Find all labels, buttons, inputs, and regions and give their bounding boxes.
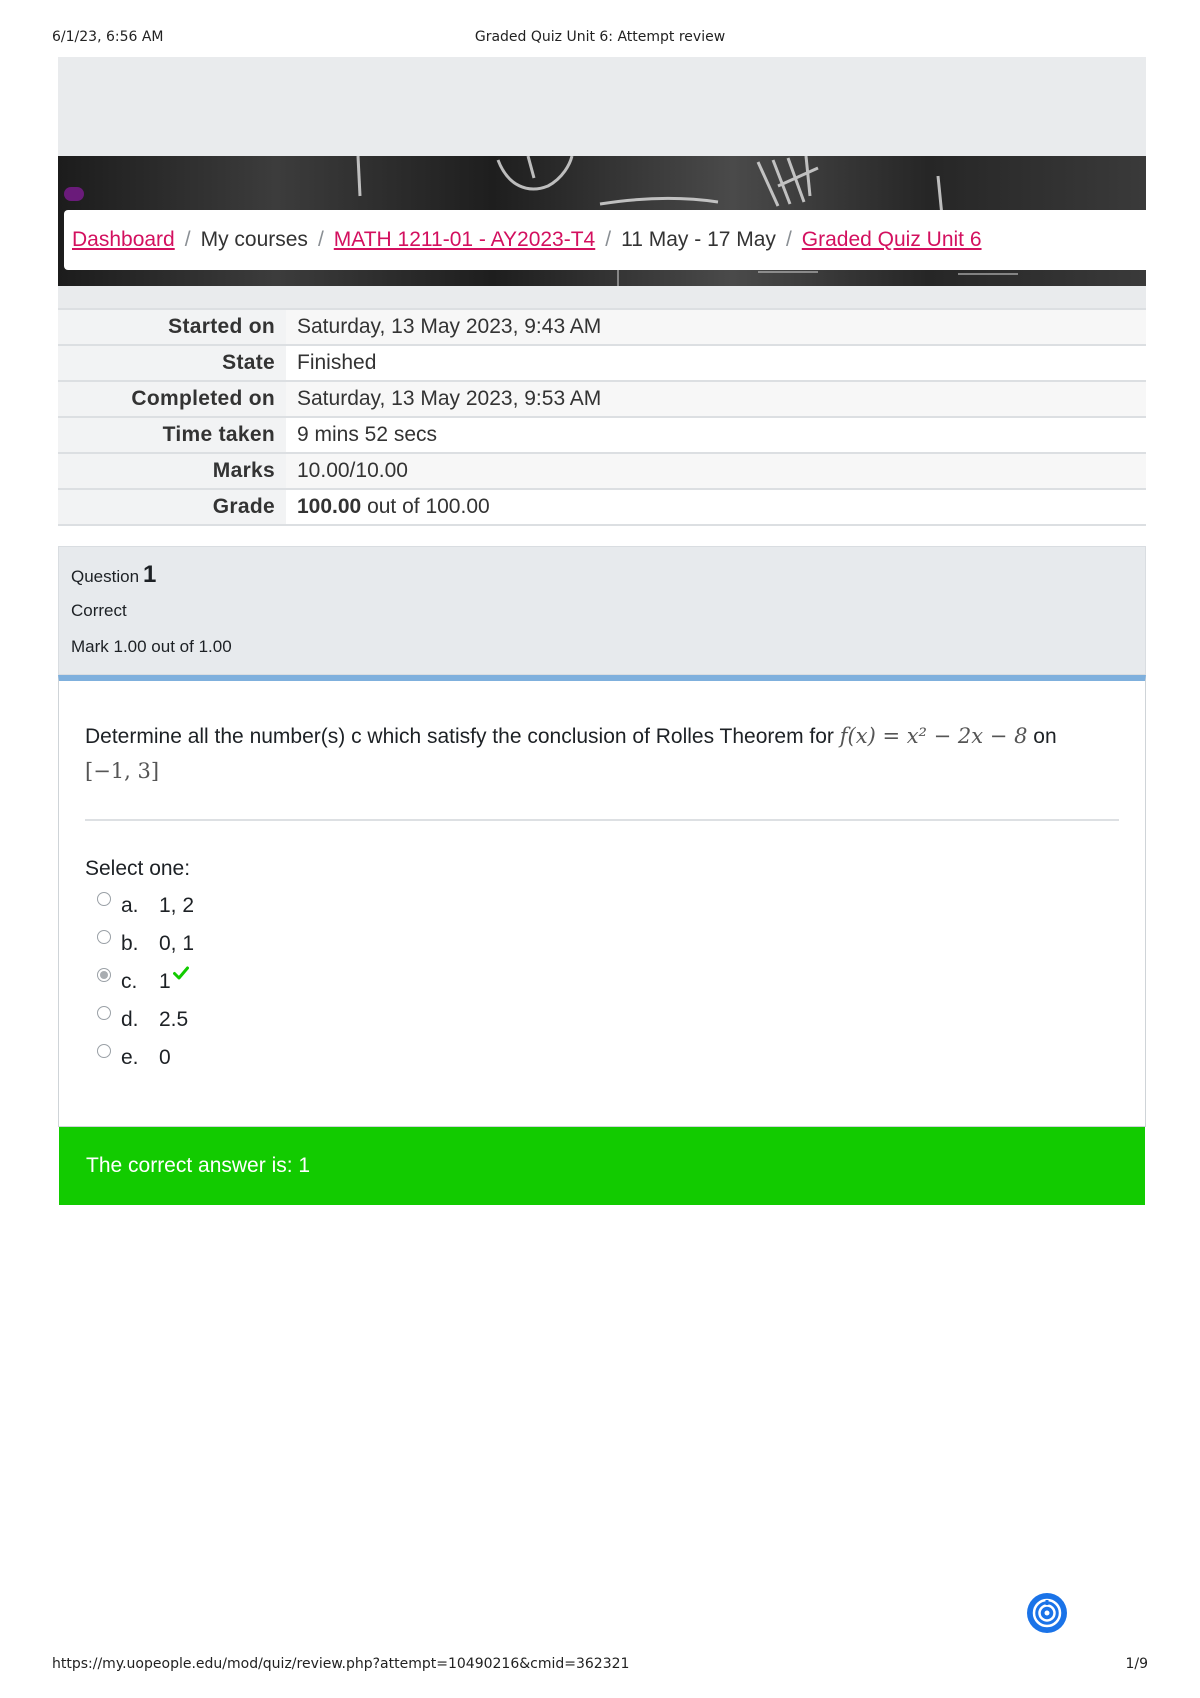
option-letter: e. [121,1046,139,1069]
summary-label: State [58,345,286,381]
question-number [71,561,1133,589]
option-letter: a. [121,894,139,917]
math-interval: [−1, 3] [85,759,160,783]
summary-label: Completed on [58,381,286,417]
summary-row-marks [58,453,1146,489]
course-banner [58,156,1146,286]
correct-answer-feedback: The correct answer is: 1 [59,1127,1145,1205]
summary-label: Started on [58,309,286,345]
summary-value [286,489,1146,525]
option-letter: c. [121,970,138,993]
banner-marker [64,187,84,201]
attempt-summary-table [58,308,1146,526]
answer-option-b[interactable] [85,925,1119,963]
breadcrumb-separator: / [184,228,191,251]
select-prompt: Select one: [85,857,191,880]
print-datetime: 6/1/23, 6:56 AM [52,29,164,45]
check-icon [173,962,189,986]
print-header [52,29,1148,49]
print-page-title: Graded Quiz Unit 6: Attempt review [474,29,726,45]
summary-row-grade [58,489,1146,525]
math-function: f(x) = x² − 2x − 8 [839,724,1028,748]
question-mark: Mark 1.00 out of 1.00 [71,637,232,656]
answer-option-d[interactable] [85,1001,1119,1039]
summary-label: Grade [58,489,286,525]
breadcrumb-course[interactable]: MATH 1211-01 - AY2023-T4 [333,228,596,251]
grade-out-of: out of 100.00 [361,495,490,518]
page-frame [58,57,1146,1205]
summary-value: Finished [286,345,1146,381]
breadcrumb-separator: / [605,228,612,251]
option-text: 1, 2 [159,894,195,917]
question-number-value: 1 [143,561,157,588]
breadcrumb-quiz[interactable]: Graded Quiz Unit 6 [801,228,982,251]
breadcrumb [64,210,1146,270]
summary-row-started [58,309,1146,345]
breadcrumb-my-courses: My courses [200,228,308,251]
grade-score: 100.00 [297,495,362,518]
help-spiral-icon[interactable] [1026,1592,1068,1639]
question-info [58,546,1146,675]
question-text-mid: on [1027,725,1057,748]
print-footer [52,1656,1148,1676]
breadcrumb-dashboard[interactable]: Dashboard [72,228,175,251]
question-text [85,719,1125,789]
question-content [58,675,1146,1127]
option-letter: d. [121,1008,139,1031]
top-navbar-area [58,57,1146,156]
option-text: 0 [159,1046,171,1069]
radio-button-selected[interactable] [97,968,111,982]
summary-row-time-taken [58,417,1146,453]
radio-button[interactable] [97,1006,111,1020]
question-text-prefix: Determine all the number(s) c which satisfy the conclusion of Rolles Theorem for [85,725,840,748]
question-divider [85,819,1119,821]
summary-label: Time taken [58,417,286,453]
breadcrumb-week: 11 May - 17 May [621,228,776,251]
option-text: 0, 1 [159,932,195,955]
summary-value: Saturday, 13 May 2023, 9:53 AM [286,381,1146,417]
radio-button[interactable] [97,1044,111,1058]
breadcrumb-separator: / [785,228,792,251]
breadcrumb-separator: / [317,228,324,251]
summary-row-state [58,345,1146,381]
option-text: 1 [159,970,171,993]
answer-option-c[interactable] [85,963,1119,1001]
summary-label: Marks [58,453,286,489]
summary-value: 10.00/10.00 [286,453,1146,489]
question-state: Correct [71,601,127,620]
option-letter: b. [121,932,139,955]
summary-value: Saturday, 13 May 2023, 9:43 AM [286,309,1146,345]
summary-row-completed [58,381,1146,417]
banner-spacer [58,286,1146,308]
print-url: https://my.uopeople.edu/mod/quiz/review.php?attempt=10490216&cmid=362321 [52,1656,630,1672]
option-text: 2.5 [159,1008,189,1031]
answer-option-a[interactable] [85,887,1119,925]
print-page-number: 1/9 [1125,1656,1148,1672]
answer-option-e[interactable] [85,1039,1119,1077]
summary-value: 9 mins 52 secs [286,417,1146,453]
radio-button[interactable] [97,930,111,944]
question-label: Question [71,567,140,586]
radio-button[interactable] [97,892,111,906]
